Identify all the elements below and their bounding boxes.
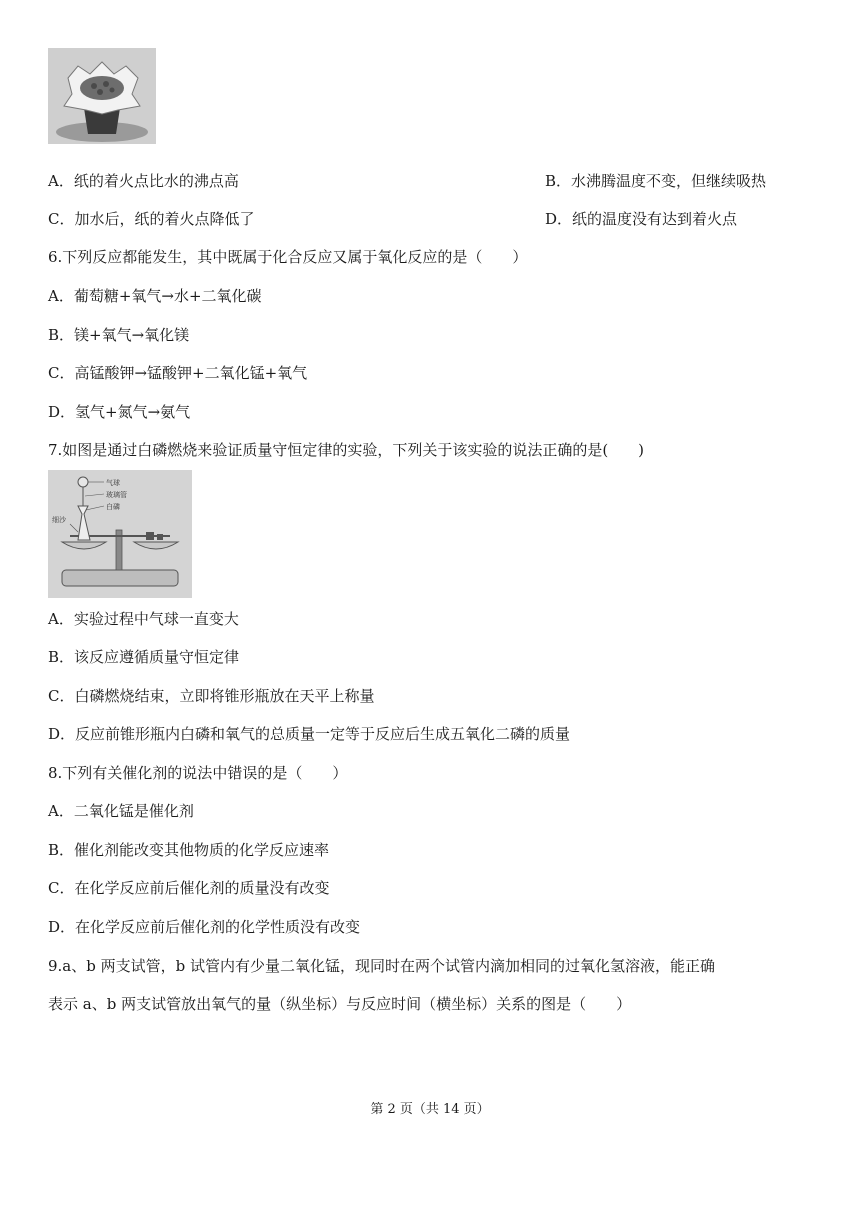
q8-option-a: A．二氧化锰是催化剂 xyxy=(48,802,194,820)
q6-option-b: B．镁+氧气→氧化镁 xyxy=(48,326,190,344)
q9-stem-line2: 表示 a、b 两支试管放出氧气的量（纵坐标）与反应时间（横坐标）关系的图是（ ） xyxy=(48,995,632,1013)
label-balloon: 气球 xyxy=(106,479,120,487)
q6-stem: 6.下列反应都能发生，其中既属于化合反应又属于氧化反应的是（ ） xyxy=(48,248,528,266)
q7-option-b: B．该反应遵循质量守恒定律 xyxy=(48,648,240,666)
q7-stem: 7.如图是通过白磷燃烧来验证质量守恒定律的实验，下列关于该实验的说法正确的是( ) xyxy=(48,441,645,459)
q8-option-c: C．在化学反应前后催化剂的质量没有改变 xyxy=(48,879,330,897)
q6-option-c: C．高锰酸钾→锰酸钾+二氧化锰+氧气 xyxy=(48,364,308,382)
q7-option-c: C．白磷燃烧结束，立即将锥形瓶放在天平上称量 xyxy=(48,687,375,705)
q5-option-a: A．纸的着火点比水的沸点高 xyxy=(48,172,239,190)
label-sand: 细沙 xyxy=(52,516,66,524)
q5-option-c: C．加水后，纸的着火点降低了 xyxy=(48,210,255,228)
q8-option-b: B．催化剂能改变其他物质的化学反应速率 xyxy=(48,841,330,859)
label-glass-tube: 玻璃管 xyxy=(106,491,127,499)
page-footer: 第 2 页（共 14 页） xyxy=(370,1102,490,1117)
q9-stem-line1: 9.a、b 两支试管，b 试管内有少量二氧化锰，现同时在两个试管内滴加相同的过氧化氢溶液，能正确 xyxy=(48,957,715,975)
q7-option-d: D．反应前锥形瓶内白磷和氧气的总质量一定等于反应后生成五氧化二磷的质量 xyxy=(48,725,571,743)
q5-option-d: D．纸的温度没有达到着火点 xyxy=(545,210,738,228)
q7-option-a: A．实验过程中气球一直变大 xyxy=(48,610,239,628)
label-white-phosphorus: 白磷 xyxy=(106,503,120,511)
q8-stem: 8.下列有关催化剂的说法中错误的是（ ） xyxy=(48,764,348,782)
q6-option-a: A．葡萄糖+氧气→水+二氧化碳 xyxy=(48,287,262,305)
q6-option-d: D．氢气+氮气→氨气 xyxy=(48,403,191,421)
q8-option-d: D．在化学反应前后催化剂的化学性质没有改变 xyxy=(48,918,361,936)
balance-experiment-figure xyxy=(48,470,192,598)
paper-cup-photo xyxy=(48,48,156,144)
q5-option-b: B．水沸腾温度不变，但继续吸热 xyxy=(545,172,767,190)
